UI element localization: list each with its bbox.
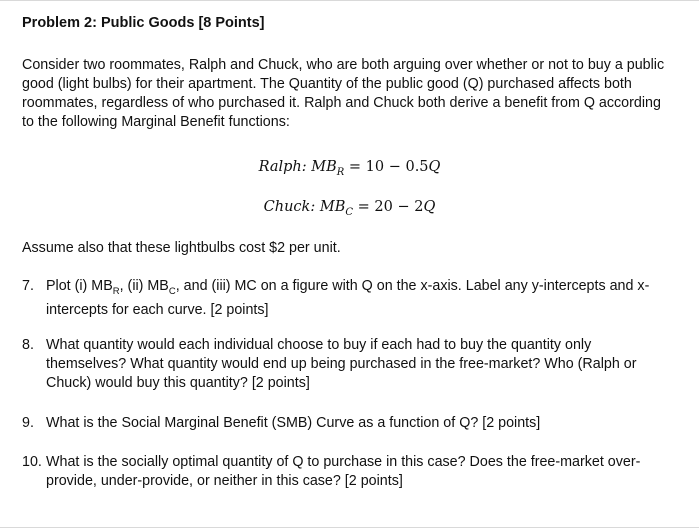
equation-rhs: = 20 − 2 <box>357 199 424 215</box>
question-8 <box>22 336 672 393</box>
question-number: 9. <box>22 415 34 431</box>
question-subscript: C <box>168 285 176 297</box>
equation-ralph <box>0 159 699 178</box>
question-text-part: , and (iii) MC on a figure with Q on the x-axis. Label any y-intercepts and x-intercepts for each curve. [2 points] <box>46 278 650 318</box>
equation-subscript: R <box>336 166 345 178</box>
equation-label: Ralph: <box>258 159 307 175</box>
question-text-part: Plot (i) MB <box>46 278 113 294</box>
equation-label: Chuck: <box>263 199 316 215</box>
problem-title: Problem 2: Public Goods [8 Points] <box>22 15 265 31</box>
question-10 <box>22 453 672 491</box>
question-number: 10. <box>22 454 42 470</box>
equation-mb: MB <box>319 199 346 215</box>
question-number: 8. <box>22 337 34 353</box>
question-text <box>46 277 672 320</box>
question-7 <box>22 277 672 320</box>
equation-subscript: C <box>345 206 354 218</box>
cost-assumption: Assume also that these lightbulbs cost $2 per unit. <box>22 240 341 256</box>
equation-variable: Q <box>428 159 441 175</box>
equation-rhs: = 10 − 0.5 <box>348 159 429 175</box>
question-number: 7. <box>22 278 34 294</box>
equation-chuck <box>0 199 699 218</box>
intro-paragraph: Consider two roommates, Ralph and Chuck, who are both arguing over whether or not to buy a public good (light bulbs) for their apartment. The Quantity of the public good (Q) purchased affects both roommates, regardless of who purchased it. Ralph and Chuck both derive a benefit from Q according to the following Marginal Benefit functions: <box>22 57 665 130</box>
question-text: What is the socially optimal quantity of Q to purchase in this case? Does the free-market over-provide, under-provide, or neither in this case? [2 points] <box>46 454 641 489</box>
question-text: What is the Social Marginal Benefit (SMB) Curve as a function of Q? [2 points] <box>46 415 541 431</box>
question-9 <box>22 414 672 433</box>
question-text: What quantity would each individual choose to buy if each had to buy the quantity only themselves? What quantity would end up being purchased in the free-market? Who (Ralph or Chuck) would buy this quantity? [2 points] <box>46 337 637 391</box>
equation-mb: MB <box>311 159 337 175</box>
question-subscript: R <box>112 285 120 297</box>
equation-variable: Q <box>423 199 436 215</box>
question-text-part: , (ii) MB <box>119 278 169 294</box>
